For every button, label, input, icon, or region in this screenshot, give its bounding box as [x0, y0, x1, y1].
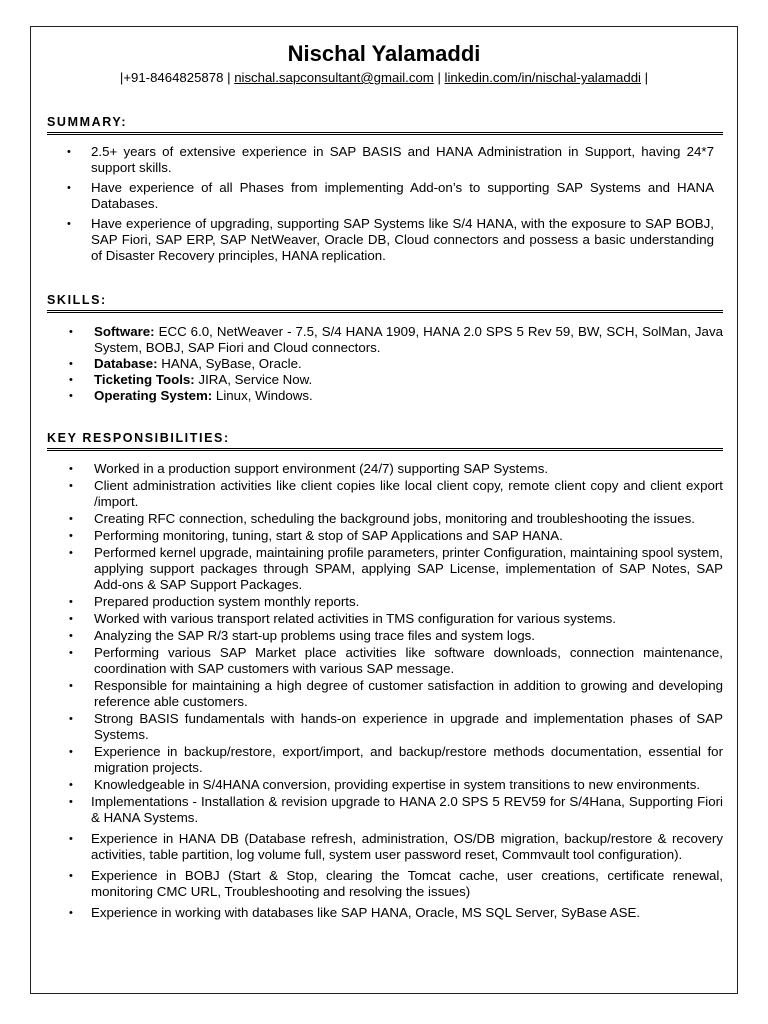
contact-suffix: |	[644, 70, 649, 85]
bullet-icon: •	[69, 680, 73, 692]
resume-page	[30, 26, 738, 994]
email-link[interactable]: nischal.sapconsultant@gmail.com	[234, 70, 434, 85]
list-item: • Software: ECC 6.0, NetWeaver - 7.5, S/4 HANA 1909, HANA 2.0 SPS 5 Rev 59, BW, SCH, SolMan, Java System, BOBJ, SAP Fiori and Cloud connectors.	[69, 324, 723, 355]
bullet-icon: •	[69, 630, 73, 642]
list-item: • Experience in HANA DB (Database refresh, administration, OS/DB migration, backup/restore & recovery activities, table partition, log volume full, system user password reset, Commvault tool configuration).	[69, 831, 723, 862]
bullet-icon: •	[67, 182, 71, 194]
list-item: • Performed kernel upgrade, maintaining profile parameters, printer Configuration, maintaining spool system, applying support packages through SPAM, applying SAP License, implementation of SAP Notes, SAP Add-ons & SAP Support Packages.	[69, 545, 723, 592]
list-item: • Worked with various transport related activities in TMS configuration for various systems.	[69, 611, 616, 626]
bullet-icon: •	[69, 480, 73, 492]
bullet-icon: •	[69, 358, 73, 370]
list-item: • Creating RFC connection, scheduling the background jobs, monitoring and troubleshooting the issues.	[69, 511, 695, 526]
list-item: • Operating System: Linux, Windows.	[69, 388, 313, 403]
list-item: • Knowledgeable in S/4HANA conversion, providing expertise in system transitions to new environments.	[69, 777, 701, 792]
contact-line	[31, 70, 737, 85]
list-item: • Experience in BOBJ (Start & Stop, clearing the Tomcat cache, user creations, certificate renewal, monitoring CMC URL, Troubleshooting and resolving the issues)	[69, 868, 723, 899]
phone-number: |+91-8464825878 |	[119, 70, 231, 85]
bullet-icon: •	[69, 746, 73, 758]
bullet-icon: •	[69, 870, 73, 882]
bullet-icon: •	[67, 146, 71, 158]
bullet-icon: •	[69, 530, 73, 542]
contact-separator: |	[437, 70, 441, 85]
linkedin-link[interactable]: linkedin.com/in/nischal-yalamaddi	[444, 70, 641, 85]
bullet-icon: •	[69, 374, 73, 386]
list-item: • Have experience of all Phases from implementing Add-on’s to supporting SAP Systems and HANA Databases.	[67, 180, 714, 211]
bullet-icon: •	[69, 463, 73, 475]
list-item: • Analyzing the SAP R/3 start-up problems using trace files and system logs.	[69, 628, 535, 643]
candidate-name: Nischal Yalamaddi	[287, 41, 481, 66]
list-item: • Experience in backup/restore, export/import, and backup/restore methods documentation, essential for migration projects.	[69, 744, 723, 775]
list-item: • Performing various SAP Market place activities like software downloads, connection maintenance, coordination with SAP customers with various SAP message.	[69, 645, 723, 676]
list-item: • Implementations - Installation & revision upgrade to HANA 2.0 SPS 5 REV59 for S/4Hana, Supporting Fiori & HANA Systems.	[69, 794, 723, 825]
list-item: • Experience in working with databases like SAP HANA, Oracle, MS SQL Server, SyBase ASE.	[69, 905, 641, 920]
bullet-icon: •	[69, 596, 73, 608]
list-item: • 2.5+ years of extensive experience in SAP BASIS and HANA Administration in Support, having 24*7 support skills.	[67, 144, 714, 175]
bullet-icon: •	[69, 547, 73, 559]
bullet-icon: •	[69, 613, 73, 625]
bullet-icon: •	[69, 779, 73, 791]
responsibilities-heading: KEY RESPONSIBILITIES:	[47, 431, 723, 451]
list-item: • Prepared production system monthly reports.	[69, 594, 360, 609]
list-item: • Have experience of upgrading, supporting SAP Systems like S/4 HANA, with the exposure to SAP BOBJ, SAP Fiori, SAP ERP, SAP NetWeaver, Oracle DB, Cloud connectors and possess a basic understanding of Disaster Recovery principles, HANA replication.	[67, 216, 714, 263]
bullet-icon: •	[69, 513, 73, 525]
list-item: • Responsible for maintaining a high degree of customer satisfaction in addition to growing and developing reference able customers.	[69, 678, 723, 709]
responsibilities-list	[69, 461, 723, 921]
list-item: • Performing monitoring, tuning, start & stop of SAP Applications and SAP HANA.	[69, 528, 563, 543]
bullet-icon: •	[69, 326, 73, 338]
bullet-icon: •	[69, 713, 73, 725]
list-item: • Database: HANA, SyBase, Oracle.	[69, 356, 302, 371]
skills-heading: SKILLS:	[47, 293, 723, 313]
bullet-icon: •	[69, 796, 73, 808]
skills-list	[69, 324, 723, 404]
summary-heading: SUMMARY:	[47, 115, 723, 135]
summary-list	[67, 144, 714, 264]
bullet-icon: •	[69, 833, 73, 845]
bullet-icon: •	[67, 218, 71, 230]
list-item: • Worked in a production support environment (24/7) supporting SAP Systems.	[69, 461, 549, 476]
bullet-icon: •	[69, 647, 73, 659]
list-item: • Ticketing Tools: JIRA, Service Now.	[69, 372, 313, 387]
list-item: • Client administration activities like client copies like local client copy, remote client copy and client export /import.	[69, 478, 723, 509]
bullet-icon: •	[69, 390, 73, 402]
list-item: • Strong BASIS fundamentals with hands-on experience in upgrade and implementation phases of SAP Systems.	[69, 711, 723, 742]
bullet-icon: •	[69, 907, 73, 919]
